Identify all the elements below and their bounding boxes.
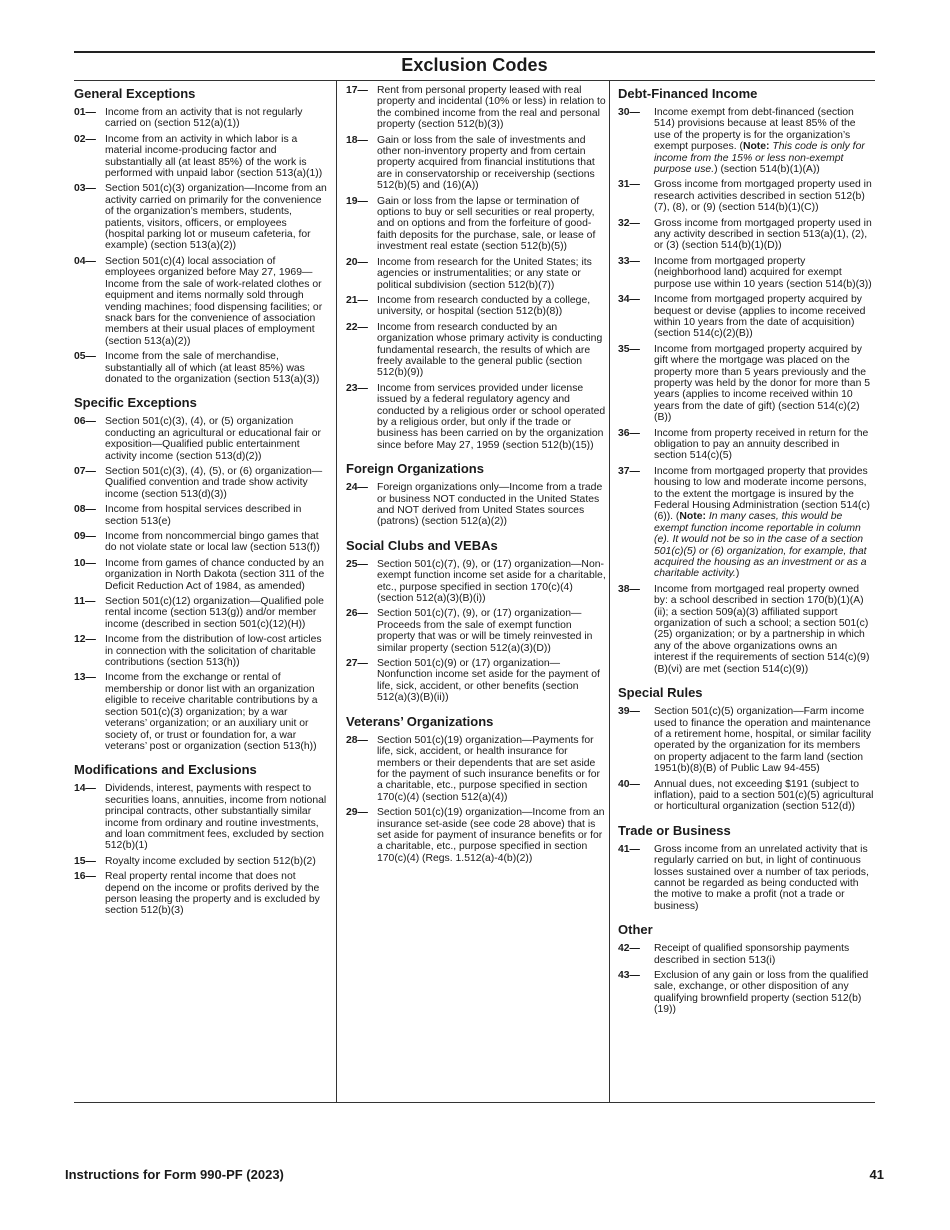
exclusion-code: 04—	[74, 255, 96, 267]
exclusion-code: 20—	[346, 256, 368, 268]
exclusion-description	[377, 322, 606, 379]
exclusion-description	[105, 596, 328, 630]
section-heading: Debt-Financed Income	[618, 86, 758, 101]
exclusion-code: 27—	[346, 658, 368, 670]
description-text: Exclusion of any gain or loss from the qualified sale, exchange, or other disposition of any qualifying brownfield property (section 512(b)(19))	[654, 970, 869, 1016]
exclusion-code-item	[74, 672, 328, 752]
exclusion-code: 13—	[74, 672, 96, 684]
exclusion-code-item	[74, 558, 328, 592]
column-divider	[609, 80, 610, 1103]
exclusion-code: 24—	[346, 482, 368, 494]
exclusion-description	[377, 196, 606, 253]
exclusion-code-item	[74, 871, 328, 917]
exclusion-code-item	[346, 482, 606, 528]
description-text: Income from property received in return for the obligation to pay an annuity described in section 514(c)(5)	[654, 427, 869, 462]
exclusion-description	[377, 257, 606, 291]
description-text: Income from mortgaged property (neighborhood land) acquired for exempt purpose use within 10 years (section 514(b)(3))	[654, 255, 872, 290]
section	[346, 713, 606, 864]
exclusion-code: 31—	[618, 179, 640, 191]
exclusion-code: 40—	[618, 778, 640, 790]
description-text: Dividends, interest, payments with respect to securities loans, annuities, income from notional principal contracts, other substantially similar income from ordinary and routine investments, and loan commitment fees, excluded by section 512(b)(1)	[105, 783, 327, 852]
exclusion-code-item	[346, 383, 606, 451]
exclusion-code-item	[618, 428, 874, 462]
exclusion-code: 38—	[618, 583, 640, 595]
description-text: Income from research conducted by an organization whose primary activity is conducting fundamental research, the results of which are freely available to the general public (section 512(b)(9))	[377, 321, 603, 379]
exclusion-code-item	[346, 322, 606, 379]
note-text: In many cases, this would be exempt function income reportable in column (e). It would not be so in the case of a section 501(c)(5) or (6) organization, for example, that acquired the housing as an investment or as a charitable activity.	[654, 511, 867, 580]
exclusion-description	[377, 85, 606, 131]
description-text: Income from research conducted by a college, university, or hospital (section 512(b)(8))	[377, 294, 591, 318]
exclusion-code-item	[618, 218, 874, 252]
exclusion-code: 17—	[346, 85, 368, 96]
section	[74, 394, 328, 752]
section	[346, 460, 606, 528]
exclusion-code-item	[618, 584, 874, 675]
exclusion-description	[377, 559, 606, 605]
bottom-rule	[74, 1102, 875, 1103]
exclusion-code: 32—	[618, 217, 640, 229]
exclusion-description	[377, 295, 606, 318]
exclusion-description	[377, 807, 606, 864]
description-text: Gain or loss from the lapse or termination of options to buy or sell securities or real property, and on options and from the forfeiture of good-faith deposits for the purchase, sale, or lease of investment real estate (section 512(b)(5))	[377, 195, 596, 253]
exclusion-description	[105, 672, 328, 752]
description-text: Royalty income excluded by section 512(b)(2)	[105, 855, 316, 867]
exclusion-description	[654, 294, 874, 340]
exclusion-description	[105, 871, 328, 917]
description-text: Income from an activity that is not regularly carried on (section 512(a)(1))	[105, 107, 303, 130]
section	[346, 537, 606, 704]
description-text: Income from services provided under license issued by a federal regulatory agency and conducted by a religious order or school operated by a religious order, but only if the trade or business has been carried on by the organization since before May 27, 1959 (section 512(b)(15))	[377, 382, 606, 451]
exclusion-code-item	[346, 608, 606, 654]
exclusion-code: 42—	[618, 943, 640, 955]
description-text: Section 501(c)(4) local association of employees organized before May 27, 1969—Income from the sale of work-related clothes or equipment and items normally sold through vending machines; food dispensing facilities; or snack bars for the convenience of association members at their usual places of employment (section 513(a)(2))	[105, 255, 323, 347]
exclusion-code: 06—	[74, 416, 96, 428]
exclusion-code-item	[618, 294, 874, 340]
exclusion-code: 12—	[74, 634, 96, 646]
section-heading: Trade or Business	[618, 822, 731, 838]
exclusion-code-item	[618, 706, 874, 774]
exclusion-code-item	[74, 596, 328, 630]
description-text: Receipt of qualified sponsorship payments described in section 513(i)	[654, 943, 850, 966]
exclusion-code: 07—	[74, 465, 96, 477]
description-text: Income from an activity in which labor is a material income-producing factor and substantially all (at least 85%) of the work is performed with unpaid labor (section 513(a)(1))	[105, 133, 323, 180]
section-heading: Veterans’ Organizations	[346, 713, 494, 729]
description-text: Section 501(c)(19) organization—Payments for life, sick, accident, or health insurance for members or their dependents that are set aside for the payment of such insurance benefits or for a charitable, etc., purpose specified in section 170(c)(4) (section 512(a)(4))	[377, 734, 600, 803]
exclusion-description	[105, 783, 328, 851]
description-text: Income from mortgaged property acquired by gift where the mortgage was placed on the property more than 5 years previously and the property was held by the donor for more than 5 years (applies to income received within 10 years from the date of gift) (section 514(c)(2)(B))	[654, 343, 871, 424]
exclusion-code-item	[346, 196, 606, 253]
section-heading: Foreign Organizations	[346, 461, 484, 477]
exclusion-description	[377, 135, 606, 192]
exclusion-code-item	[618, 943, 874, 966]
exclusion-description	[377, 383, 606, 451]
description-text: Income from research for the United States; its agencies or instrumentalities; or any state or political subdivision (section 512(b)(7))	[377, 256, 592, 291]
exclusion-code: 36—	[618, 427, 640, 439]
exclusion-code: 03—	[74, 183, 96, 195]
exclusion-description	[654, 844, 874, 912]
section-heading: Specific Exceptions	[74, 395, 197, 411]
section-heading: Special Rules	[618, 685, 703, 701]
section	[74, 85, 328, 385]
section	[346, 85, 606, 451]
exclusion-code-item	[74, 634, 328, 668]
note-label: Note:	[742, 141, 770, 153]
exclusion-description	[105, 256, 328, 347]
exclusion-code-item	[346, 559, 606, 605]
exclusion-code-item	[618, 256, 874, 290]
description-text: Income from mortgaged property that provides housing to low and moderate income persons, to the extent the mortgage is insured by the Federal Housing Administration (section 514(c)(6)).	[654, 465, 870, 523]
description-tail: (section 514(b)(1)(A))	[720, 164, 820, 176]
description-text: Section 501(c)(7), (9), or (17) organization—Proceeds from the sale of exempt function property that was or will be timely reinvested in similar property (section 512(a)(3)(D))	[377, 608, 593, 654]
description-text: Section 501(c)(5) organization—Farm income used to finance the operation and maintenance of a retirement home, hospital, or similar facility operated by the organization for its members on property adjacent to the farm land (section 1951(b)(8)(B) of Public Law 94-455)	[654, 706, 872, 775]
exclusion-code: 30—	[618, 107, 640, 118]
exclusion-code-item	[346, 295, 606, 318]
exclusion-code: 18—	[346, 134, 368, 146]
exclusion-code-item	[74, 107, 328, 130]
exclusion-description	[105, 856, 328, 867]
exclusion-code-item	[618, 466, 874, 580]
exclusion-description	[654, 943, 874, 966]
description-text: Section 501(c)(7), (9), or (17) organization—Non-exempt function income set aside for a charitable, etc., purpose specified in section 170(c)(4) (section 512(a)(3)(B)(i))	[377, 558, 606, 605]
description-text: Income from games of chance conducted by an organization in North Dakota (section 311 of the Deficit Reduction Act of 1984, as amended)	[105, 557, 325, 592]
exclusion-description	[654, 179, 874, 213]
exclusion-code-item	[346, 658, 606, 704]
description-text: Income from the distribution of low-cost articles in connection with the solicitation of charitable contributions (section 513(h))	[105, 634, 322, 669]
exclusion-description	[105, 466, 328, 500]
exclusion-code-item	[346, 257, 606, 291]
description-text: Annual dues, not exceeding $191 (subject to inflation), paid to a section 501(c)(5) agricultural or horticultural organization (section 512(d))	[654, 778, 874, 813]
exclusion-code: 37—	[618, 465, 640, 477]
exclusion-code: 43—	[618, 970, 640, 981]
exclusion-code-item	[74, 134, 328, 180]
exclusion-code-item	[74, 351, 328, 385]
exclusion-description	[105, 634, 328, 668]
exclusion-code: 16—	[74, 871, 96, 883]
exclusion-description	[105, 416, 328, 462]
description-text: Rent from personal property leased with real property and incidental (10% or less) in relation to the combined income from the real and personal property (section 512(b)(3))	[377, 85, 606, 131]
exclusion-code-item	[74, 416, 328, 462]
description-text: Income from the exchange or rental of membership or donor list with an organization eligible to receive charitable contributions by a section 501(c)(3) organization; by a war veterans’ organization; or an auxiliary unit or society of, or trust or foundation for, a war veterans’ post or organization (section 513(h))	[105, 672, 318, 752]
exclusion-code-item	[346, 85, 606, 131]
exclusion-code-item	[74, 466, 328, 500]
description-text: Income from mortgaged property acquired by bequest or devise (applies to income received within 10 years from the date of acquisition) (section 514(c)(2)(B))	[654, 294, 866, 340]
exclusion-code-item	[74, 504, 328, 527]
description-text: Section 501(c)(3) organization—Income from an activity carried on primarily for the convenience of the organization’s members, students, patients, visitors, officers, or employees (hospital parking lot or museum cafeteria, for example) (section 513(a)(2))	[105, 183, 327, 252]
exclusion-code-item	[74, 531, 328, 554]
exclusion-code: 09—	[74, 531, 96, 542]
description-text: Section 501(c)(3), (4), or (5) organization conducting an agricultural or educational fair or exposition—Qualified public entertainment activity income (section 513(d)(2))	[105, 416, 322, 462]
description-text: Income from noncommercial bingo games that do not violate state or local law (section 513(f))	[105, 531, 320, 554]
exclusion-code: 14—	[74, 783, 96, 795]
exclusion-code: 39—	[618, 706, 640, 718]
exclusion-description: Income exempt from debt-financed (section 514) provisions because at least 85% of the use of the property is for the organization’s exempt purposes. (Note: This code is only for income from the 15% or less non-exempt purpose use.) (section 514(b)(1)(A))	[654, 107, 865, 176]
column-2	[346, 85, 606, 868]
exclusion-code-item	[346, 135, 606, 192]
section	[618, 85, 874, 675]
exclusion-code-item	[74, 256, 328, 347]
exclusion-description	[654, 584, 874, 675]
exclusion-code-item	[618, 107, 874, 175]
exclusion-description	[105, 504, 328, 527]
exclusion-code-item	[74, 183, 328, 251]
description-text: Real property rental income that does not depend on the income or profits derived by the person leasing the property and is excluded by section 512(b)(3)	[105, 871, 320, 917]
description-text: Income exempt from debt-financed (section 514) provisions because at least 85% of the use of the property is for the organization’s exempt purposes.	[654, 107, 856, 153]
description-text: Foreign organizations only—Income from a trade or business NOT conducted in the United States and NOT derived from United States sources (patrons) (section 512(a)(2))	[377, 482, 603, 528]
exclusion-description	[105, 558, 328, 592]
exclusion-code-item	[346, 807, 606, 864]
exclusion-description	[105, 107, 328, 130]
note-label: Note:	[679, 511, 706, 523]
exclusion-code: 10—	[74, 557, 96, 569]
description-text: Section 501(c)(19) organization—Income from an insurance set-aside (see code 28 above) that is set aside for payment of insurance benefits or for a charitable, etc., purpose specified in section 170(c)(4) (Regs. 1.512(a)-4(b)(2))	[377, 807, 605, 864]
footer-form-name: Instructions for Form 990-PF (2023)	[65, 1167, 284, 1182]
description-text: Section 501(c)(9) or (17) organization—Nonfunction income set aside for the payment of life, sick, accident, or other benefits (section 512(a)(3)(B)(ii))	[377, 658, 600, 704]
page-title: Exclusion Codes	[401, 55, 548, 75]
exclusion-code: 02—	[74, 133, 96, 145]
section-heading: General Exceptions	[74, 86, 196, 101]
exclusion-code: 11—	[74, 596, 96, 608]
description-text: Gross income from mortgaged property used in research activities described in section 512(b)(7), (8), or (9) (section 514(b)(1)(C))	[654, 179, 872, 214]
description-text: Income from mortgaged real property owned by: a school described in section 170(b)(1)(A)(ii); a section 509(a)(3) affiliated support organization of such a school; a section 501(c)(25) organization; or by a partnership in which any of the above organizations owns an interest if the requirements of section 514(c)(9)(B)(vi) are met (section 514(c)(9))	[654, 583, 870, 675]
exclusion-code-item	[74, 783, 328, 851]
exclusion-code-item	[346, 735, 606, 803]
exclusion-code: 19—	[346, 195, 368, 207]
exclusion-code: 28—	[346, 734, 368, 746]
description-text: Gross income from mortgaged property used in any activity described in section 513(a)(1), (2), or (3) (section 514(b)(1)(D))	[654, 217, 872, 252]
section	[618, 921, 874, 1015]
exclusion-code: 23—	[346, 382, 368, 394]
exclusion-code: 15—	[74, 855, 96, 867]
exclusion-description: Income from mortgaged property that provides housing to low and moderate income persons, to the extent the mortgage is insured by the Federal Housing Administration (section 514(c)(6)). (Note: In many cases, this would be exempt function income reportable in column (e). It would not be so in the case of a section 501(c)(5) or (6) organization, for example, that acquired the housing as an investment or as a charitable activity.)	[654, 465, 870, 580]
exclusion-description	[377, 735, 606, 803]
section-heading: Modifications and Exclusions	[74, 762, 257, 778]
section	[618, 684, 874, 813]
exclusion-description	[105, 183, 328, 251]
description-text: Income from the sale of merchandise, substantially all of which (at least 85%) was donated to the organization (section 513(a)(3))	[105, 351, 320, 385]
column-3	[618, 85, 874, 1020]
page-number: 41	[869, 1167, 884, 1182]
exclusion-description	[654, 428, 874, 462]
exclusion-code: 29—	[346, 807, 368, 819]
exclusion-description	[654, 779, 874, 813]
description-text: Section 501(c)(3), (4), (5), or (6) organization—Qualified convention and trade show activity income (section 513(d)(3))	[105, 465, 323, 500]
exclusion-description	[654, 706, 874, 774]
exclusion-code-item	[618, 844, 874, 912]
exclusion-code-item	[74, 856, 328, 867]
exclusion-description	[377, 608, 606, 654]
exclusion-description	[377, 658, 606, 704]
section	[74, 761, 328, 916]
exclusion-code: 35—	[618, 343, 640, 355]
exclusion-code-item	[618, 344, 874, 424]
exclusion-code: 26—	[346, 608, 368, 620]
exclusion-description	[377, 482, 606, 528]
exclusion-description	[654, 256, 874, 290]
exclusion-description	[105, 531, 328, 554]
exclusion-code: 21—	[346, 294, 368, 306]
description-text: Gross income from an unrelated activity that is regularly carried on but, in light of continuous losses sustained over a number of tax periods, cannot be regarded as being conducted with the motive to make a profit (not a trade or business)	[654, 843, 869, 912]
exclusion-code-item	[618, 970, 874, 1016]
exclusion-code: 34—	[618, 294, 640, 306]
exclusion-description	[654, 970, 874, 1016]
exclusion-code: 08—	[74, 504, 96, 516]
description-text: Income from hospital services described in section 513(e)	[105, 504, 302, 527]
exclusion-code: 41—	[618, 843, 640, 855]
exclusion-code: 05—	[74, 351, 96, 363]
exclusion-description	[105, 351, 328, 385]
note-text: This code is only for income from the 15% or less non-exempt purpose use.	[654, 141, 865, 176]
title-rule	[74, 80, 875, 81]
top-rule	[74, 51, 875, 53]
description-text: Section 501(c)(12) organization—Qualified pole rental income (section 513(g)) and/or member income (described in section 501(c)(12)(H))	[105, 596, 324, 630]
description-text: Gain or loss from the sale of investments and other non-inventory property and from certain property acquired from financial institutions that are in conservatorship or receivership (sections 512(b)(5) and (16)(A))	[377, 134, 595, 192]
exclusion-description	[654, 218, 874, 252]
section-heading: Social Clubs and VEBAs	[346, 537, 498, 553]
exclusion-code: 33—	[618, 255, 640, 267]
exclusion-code: 01—	[74, 107, 96, 118]
column-1	[74, 85, 328, 921]
exclusion-code-item	[618, 779, 874, 813]
exclusion-code-item	[618, 179, 874, 213]
exclusion-code: 25—	[346, 558, 368, 570]
section	[618, 822, 874, 912]
section-heading: Other	[618, 922, 653, 938]
exclusion-code: 22—	[346, 321, 368, 333]
exclusion-description	[105, 134, 328, 180]
column-divider	[336, 80, 337, 1103]
exclusion-description	[654, 344, 874, 424]
